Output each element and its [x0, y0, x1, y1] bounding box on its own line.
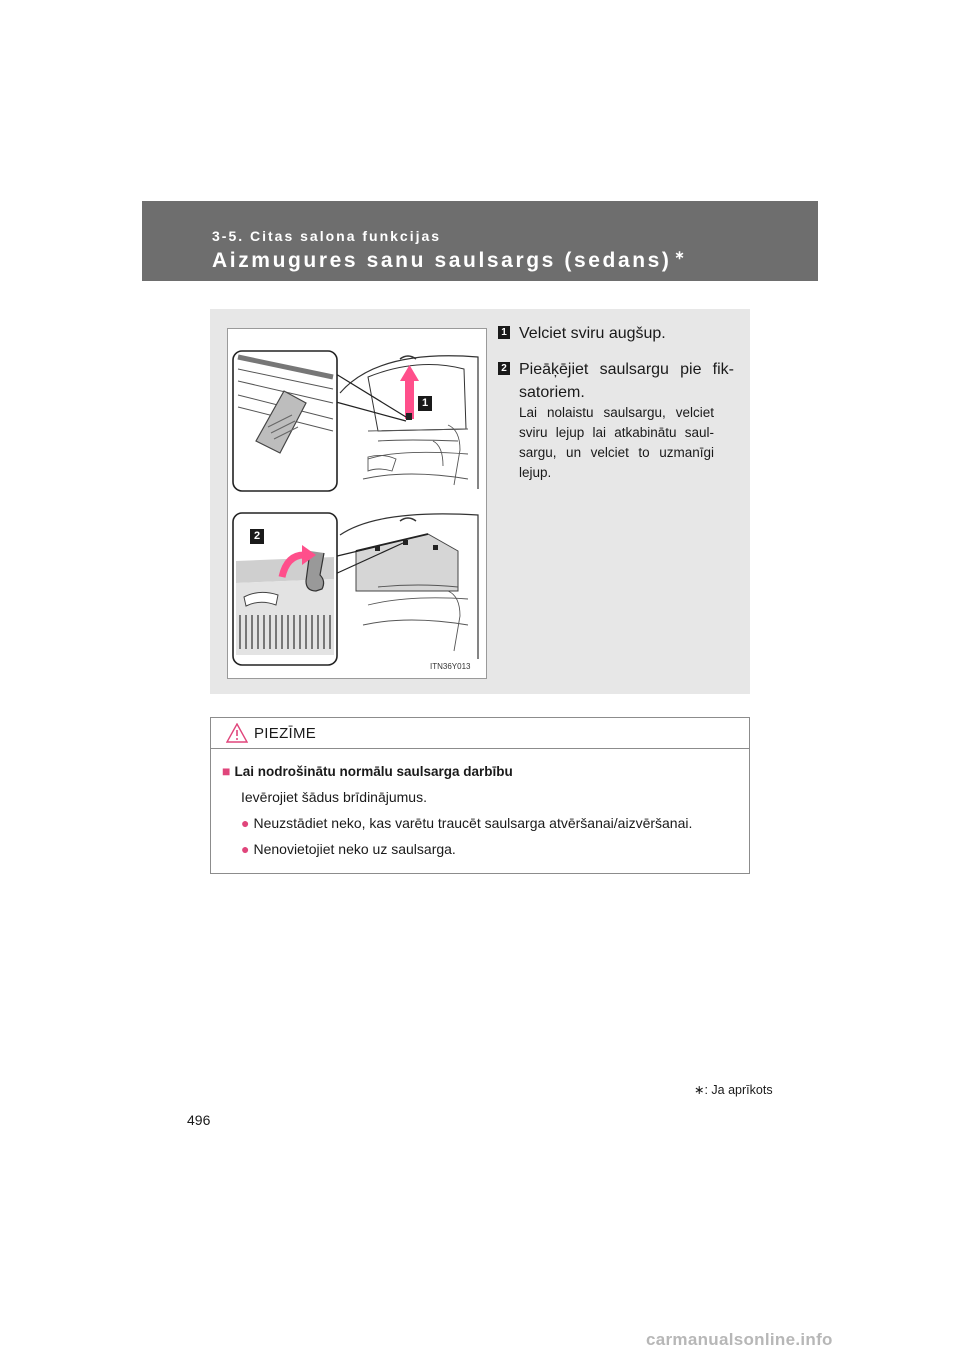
page-title [212, 248, 685, 273]
bullet-dot-icon: ● [241, 815, 250, 831]
step-1-text: Velciet sviru augšup. [519, 325, 666, 342]
notice-header [211, 718, 749, 749]
footnote [694, 1082, 773, 1097]
watermark: carmanualsonline.info [646, 1330, 833, 1349]
page-number: 496 [187, 1112, 211, 1128]
notice-box [210, 717, 750, 874]
callout-1-label: 1 [421, 397, 429, 409]
step-2 [498, 358, 734, 404]
figure-code: ITN36Y013 [430, 662, 471, 671]
step-2-text: Pieāķējiet saulsargu pie fik-satoriem. [519, 361, 734, 401]
notice-intro: Ievērojiet šādus brīdinājumus. [241, 789, 427, 805]
callout-1-badge [418, 396, 432, 411]
step-2-number: 2 [498, 362, 510, 375]
notice-heading-text: Lai nodrošinātu normālu saulsarga darbību [234, 764, 513, 779]
lowering-note: Lai nolaistu saulsargu, velciet sviru lejup lai atkabinātu saul-sargu, un velciet to uzmanīgi lejup. [519, 405, 714, 480]
instruction-panel [210, 309, 750, 694]
footnote-text: : Ja aprīkots [704, 1083, 773, 1097]
callout-2-badge [250, 529, 264, 544]
notice-bullet-2-text: Nenovietojiet neko uz saulsarga. [253, 841, 456, 857]
callout-2-label: 2 [253, 530, 261, 542]
notice-bullet-1-text: Neuzstādiet neko, kas varētu traucēt saulsarga atvēršanai/aizvēršanai. [253, 815, 693, 831]
illustration-drawing [228, 329, 486, 678]
page-title-text: Aizmugures sanu saulsargs (sedans) [212, 249, 672, 272]
heading-square-icon: ■ [222, 763, 231, 779]
notice-title: PIEZĪME [254, 725, 317, 742]
equipment-mark: ∗ [674, 248, 685, 262]
step-1-number: 1 [498, 326, 510, 339]
notice-heading [222, 763, 513, 779]
footnote-mark: ∗ [694, 1083, 705, 1097]
step-1 [498, 322, 734, 345]
sunshade-illustration [227, 328, 487, 679]
section-label: 3-5. Citas salona funkcijas [212, 228, 442, 244]
bullet-dot-icon: ● [241, 841, 250, 857]
notice-bullet-2 [241, 841, 456, 857]
warning-icon [226, 723, 248, 743]
notice-bullet-1 [241, 815, 692, 831]
header-band [142, 201, 818, 281]
